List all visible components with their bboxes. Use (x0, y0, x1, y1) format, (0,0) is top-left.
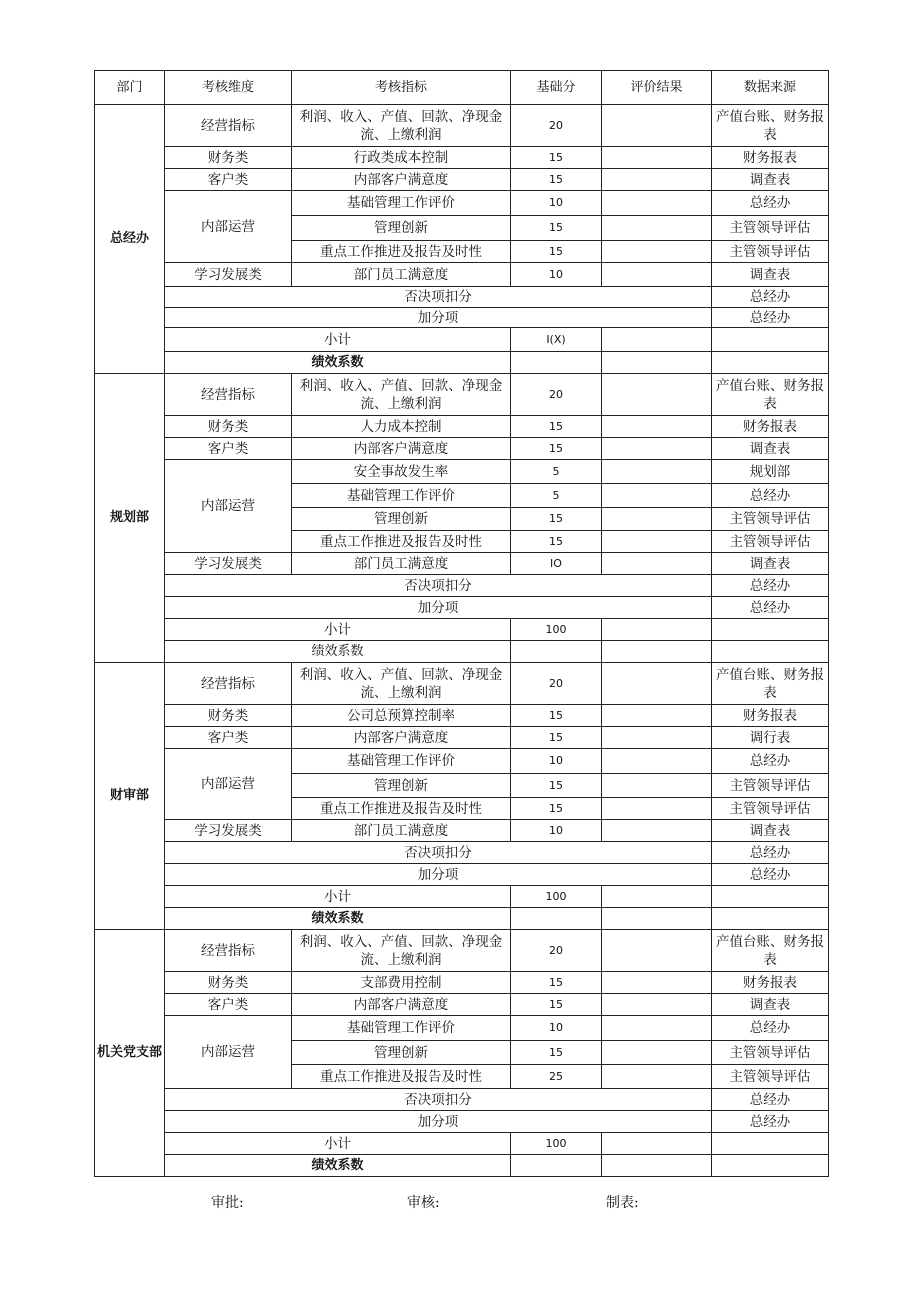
indicator-cell: 管理创新 (292, 508, 511, 531)
result-cell (602, 147, 712, 169)
data-source-cell: 主管领导评估 (712, 531, 829, 553)
header-indicator: 考核指标 (292, 71, 511, 105)
subtotal-label: 小计 (165, 1133, 511, 1155)
table-row (95, 749, 829, 774)
dimension-cell: 客户类 (165, 727, 292, 749)
bonus-row (95, 1111, 829, 1133)
result-cell (602, 553, 712, 575)
dimension-cell: 经营指标 (165, 105, 292, 147)
base-score-cell: 5 (511, 484, 602, 508)
subtotal-row (95, 886, 829, 908)
data-source-cell: 调查表 (712, 263, 829, 287)
review-label: 审核: (407, 1195, 440, 1211)
coefficient-label: 绩效系数 (165, 641, 511, 663)
dimension-cell: 内部运营 (165, 749, 292, 820)
data-source-cell: 调查表 (712, 994, 829, 1016)
result-cell (602, 438, 712, 460)
base-score-cell: 15 (511, 531, 602, 553)
indicator-cell: 重点工作推进及报告及时性 (292, 798, 511, 820)
coefficient-score (511, 908, 602, 930)
base-score-cell: 10 (511, 820, 602, 842)
coefficient-result (602, 1155, 712, 1177)
dimension-cell: 学习发展类 (165, 820, 292, 842)
dimension-cell: 学习发展类 (165, 553, 292, 575)
result-cell (602, 241, 712, 263)
indicator-cell: 利润、收入、产值、回款、净现金流、上缴利润 (292, 374, 511, 416)
indicator-cell: 人力成本控制 (292, 416, 511, 438)
indicator-cell: 部门员工满意度 (292, 263, 511, 287)
result-cell (602, 1065, 712, 1089)
coefficient-source (712, 908, 829, 930)
result-cell (602, 169, 712, 191)
table-row (95, 169, 829, 191)
data-source-cell: 财务报表 (712, 147, 829, 169)
indicator-cell: 管理创新 (292, 216, 511, 241)
indicator-cell: 内部客户满意度 (292, 169, 511, 191)
table-row (95, 705, 829, 727)
dimension-cell: 学习发展类 (165, 263, 292, 287)
table-row (95, 972, 829, 994)
coefficient-score (511, 1155, 602, 1177)
base-score-cell: 15 (511, 169, 602, 191)
data-source-cell: 产值台账、财务报表 (712, 105, 829, 147)
subtotal-result (602, 328, 712, 352)
result-cell (602, 416, 712, 438)
subtotal-source (712, 1133, 829, 1155)
table-row (95, 553, 829, 575)
dimension-cell: 内部运营 (165, 191, 292, 263)
base-score-cell: 15 (511, 1041, 602, 1065)
subtotal-score: 100 (511, 886, 602, 908)
data-source-cell: 主管领导评估 (712, 1065, 829, 1089)
data-source-cell: 总经办 (712, 484, 829, 508)
subtotal-result (602, 619, 712, 641)
data-source-cell: 主管领导评估 (712, 1041, 829, 1065)
table-row (95, 416, 829, 438)
veto-row (95, 842, 829, 864)
result-cell (602, 749, 712, 774)
result-cell (602, 705, 712, 727)
base-score-cell: 15 (511, 798, 602, 820)
result-cell (602, 1016, 712, 1041)
result-cell (602, 460, 712, 484)
table-row (95, 930, 829, 972)
header-base-score: 基础分 (511, 71, 602, 105)
subtotal-source (712, 328, 829, 352)
result-cell (602, 994, 712, 1016)
data-source-cell: 总经办 (712, 191, 829, 216)
table-row (95, 1016, 829, 1041)
signature-footer (0, 1192, 920, 1214)
indicator-cell: 管理创新 (292, 1041, 511, 1065)
dimension-cell: 客户类 (165, 438, 292, 460)
dimension-cell: 财务类 (165, 972, 292, 994)
coefficient-score (511, 641, 602, 663)
department-cell: 财审部 (95, 663, 165, 930)
veto-source: 总经办 (712, 842, 829, 864)
bonus-row (95, 308, 829, 328)
base-score-cell: 15 (511, 438, 602, 460)
table-row (95, 374, 829, 416)
result-cell (602, 105, 712, 147)
approve-label: 审批: (211, 1195, 244, 1211)
bonus-label: 加分项 (165, 308, 712, 328)
result-cell (602, 663, 712, 705)
data-source-cell: 财务报表 (712, 972, 829, 994)
indicator-cell: 行政类成本控制 (292, 147, 511, 169)
subtotal-row (95, 1133, 829, 1155)
data-source-cell: 规划部 (712, 460, 829, 484)
dimension-cell: 客户类 (165, 994, 292, 1016)
subtotal-label: 小计 (165, 886, 511, 908)
table-row (95, 105, 829, 147)
veto-source: 总经办 (712, 287, 829, 308)
indicator-cell: 管理创新 (292, 774, 511, 798)
result-cell (602, 774, 712, 798)
bonus-source: 总经办 (712, 597, 829, 619)
indicator-cell: 基础管理工作评价 (292, 1016, 511, 1041)
data-source-cell: 财务报表 (712, 705, 829, 727)
base-score-cell: 15 (511, 705, 602, 727)
indicator-cell: 部门员工满意度 (292, 553, 511, 575)
table-row (95, 663, 829, 705)
dimension-cell: 财务类 (165, 416, 292, 438)
result-cell (602, 820, 712, 842)
indicator-cell: 安全事故发生率 (292, 460, 511, 484)
subtotal-row (95, 619, 829, 641)
subtotal-score: I(X) (511, 328, 602, 352)
indicator-cell: 支部费用控制 (292, 972, 511, 994)
table-row (95, 727, 829, 749)
coefficient-source (712, 1155, 829, 1177)
base-score-cell: 15 (511, 147, 602, 169)
indicator-cell: 基础管理工作评价 (292, 191, 511, 216)
subtotal-score: 100 (511, 1133, 602, 1155)
bonus-label: 加分项 (165, 864, 712, 886)
data-source-cell: 调查表 (712, 820, 829, 842)
header-result: 评价结果 (602, 71, 712, 105)
assessment-sheet (94, 70, 828, 1177)
header-dept: 部门 (95, 71, 165, 105)
data-source-cell: 财务报表 (712, 416, 829, 438)
veto-row (95, 287, 829, 308)
indicator-cell: 部门员工满意度 (292, 820, 511, 842)
indicator-cell: 利润、收入、产值、回款、净现金流、上缴利润 (292, 663, 511, 705)
coefficient-source (712, 352, 829, 374)
subtotal-score: 100 (511, 619, 602, 641)
base-score-cell: 20 (511, 374, 602, 416)
indicator-cell: 公司总预算控制率 (292, 705, 511, 727)
base-score-cell: 15 (511, 994, 602, 1016)
header-dimension: 考核维度 (165, 71, 292, 105)
bonus-source: 总经办 (712, 308, 829, 328)
table-row (95, 820, 829, 842)
veto-label: 否决项扣分 (165, 842, 712, 864)
table-row (95, 438, 829, 460)
dimension-cell: 内部运营 (165, 1016, 292, 1089)
indicator-cell: 基础管理工作评价 (292, 749, 511, 774)
assessment-table (94, 70, 829, 1177)
base-score-cell: 15 (511, 216, 602, 241)
table-row (95, 460, 829, 484)
subtotal-result (602, 1133, 712, 1155)
department-cell: 总经办 (95, 105, 165, 374)
data-source-cell: 产值台账、财务报表 (712, 930, 829, 972)
base-score-cell: 10 (511, 749, 602, 774)
coefficient-row (95, 1155, 829, 1177)
result-cell (602, 263, 712, 287)
bonus-row (95, 597, 829, 619)
dimension-cell: 财务类 (165, 147, 292, 169)
coefficient-row (95, 641, 829, 663)
data-source-cell: 产值台账、财务报表 (712, 374, 829, 416)
result-cell (602, 508, 712, 531)
indicator-cell: 内部客户满意度 (292, 727, 511, 749)
veto-label: 否决项扣分 (165, 1089, 712, 1111)
coefficient-result (602, 352, 712, 374)
table-row (95, 994, 829, 1016)
result-cell (602, 484, 712, 508)
result-cell (602, 191, 712, 216)
subtotal-source (712, 886, 829, 908)
base-score-cell: 25 (511, 1065, 602, 1089)
coefficient-label: 绩效系数 (165, 1155, 511, 1177)
coefficient-row (95, 352, 829, 374)
dimension-cell: 财务类 (165, 705, 292, 727)
veto-source: 总经办 (712, 1089, 829, 1111)
base-score-cell: 15 (511, 972, 602, 994)
veto-label: 否决项扣分 (165, 287, 712, 308)
result-cell (602, 216, 712, 241)
bonus-row (95, 864, 829, 886)
subtotal-label: 小计 (165, 328, 511, 352)
bonus-source: 总经办 (712, 864, 829, 886)
base-score-cell: IO (511, 553, 602, 575)
result-cell (602, 374, 712, 416)
subtotal-source (712, 619, 829, 641)
dimension-cell: 内部运营 (165, 460, 292, 553)
subtotal-result (602, 886, 712, 908)
veto-row (95, 1089, 829, 1111)
data-source-cell: 调查表 (712, 438, 829, 460)
indicator-cell: 利润、收入、产值、回款、净现金流、上缴利润 (292, 930, 511, 972)
base-score-cell: 5 (511, 460, 602, 484)
bonus-label: 加分项 (165, 1111, 712, 1133)
table-row (95, 147, 829, 169)
subtotal-label: 小计 (165, 619, 511, 641)
result-cell (602, 930, 712, 972)
department-cell: 机关党支部 (95, 930, 165, 1177)
base-score-cell: 10 (511, 191, 602, 216)
data-source-cell: 总经办 (712, 749, 829, 774)
base-score-cell: 20 (511, 930, 602, 972)
veto-row (95, 575, 829, 597)
base-score-cell: 15 (511, 727, 602, 749)
veto-label: 否决项扣分 (165, 575, 712, 597)
indicator-cell: 内部客户满意度 (292, 994, 511, 1016)
coefficient-source (712, 641, 829, 663)
data-source-cell: 主管领导评估 (712, 241, 829, 263)
data-source-cell: 主管领导评估 (712, 798, 829, 820)
coefficient-result (602, 641, 712, 663)
result-cell (602, 798, 712, 820)
data-source-cell: 调查表 (712, 169, 829, 191)
coefficient-result (602, 908, 712, 930)
coefficient-label: 绩效系数 (165, 352, 511, 374)
data-source-cell: 主管领导评估 (712, 216, 829, 241)
department-cell: 规划部 (95, 374, 165, 663)
base-score-cell: 15 (511, 508, 602, 531)
coefficient-score (511, 352, 602, 374)
indicator-cell: 基础管理工作评价 (292, 484, 511, 508)
data-source-cell: 调查表 (712, 553, 829, 575)
indicator-cell: 重点工作推进及报告及时性 (292, 531, 511, 553)
data-source-cell: 主管领导评估 (712, 774, 829, 798)
indicator-cell: 内部客户满意度 (292, 438, 511, 460)
base-score-cell: 15 (511, 241, 602, 263)
base-score-cell: 20 (511, 663, 602, 705)
result-cell (602, 1041, 712, 1065)
subtotal-row (95, 328, 829, 352)
base-score-cell: 20 (511, 105, 602, 147)
result-cell (602, 972, 712, 994)
table-row (95, 191, 829, 216)
dimension-cell: 经营指标 (165, 374, 292, 416)
indicator-cell: 重点工作推进及报告及时性 (292, 1065, 511, 1089)
base-score-cell: 15 (511, 416, 602, 438)
indicator-cell: 利润、收入、产值、回款、净现金流、上缴利润 (292, 105, 511, 147)
data-source-cell: 调行表 (712, 727, 829, 749)
base-score-cell: 10 (511, 263, 602, 287)
dimension-cell: 经营指标 (165, 663, 292, 705)
indicator-cell: 重点工作推进及报告及时性 (292, 241, 511, 263)
data-source-cell: 总经办 (712, 1016, 829, 1041)
data-source-cell: 主管领导评估 (712, 508, 829, 531)
veto-source: 总经办 (712, 575, 829, 597)
coefficient-row (95, 908, 829, 930)
result-cell (602, 727, 712, 749)
bonus-source: 总经办 (712, 1111, 829, 1133)
dimension-cell: 客户类 (165, 169, 292, 191)
base-score-cell: 10 (511, 1016, 602, 1041)
result-cell (602, 531, 712, 553)
dimension-cell: 经营指标 (165, 930, 292, 972)
header-data-source: 数据来源 (712, 71, 829, 105)
data-source-cell: 产值台账、财务报表 (712, 663, 829, 705)
header-row (95, 71, 829, 105)
table-row (95, 263, 829, 287)
base-score-cell: 15 (511, 774, 602, 798)
coefficient-label: 绩效系数 (165, 908, 511, 930)
bonus-label: 加分项 (165, 597, 712, 619)
prepare-label: 制表: (606, 1195, 639, 1211)
